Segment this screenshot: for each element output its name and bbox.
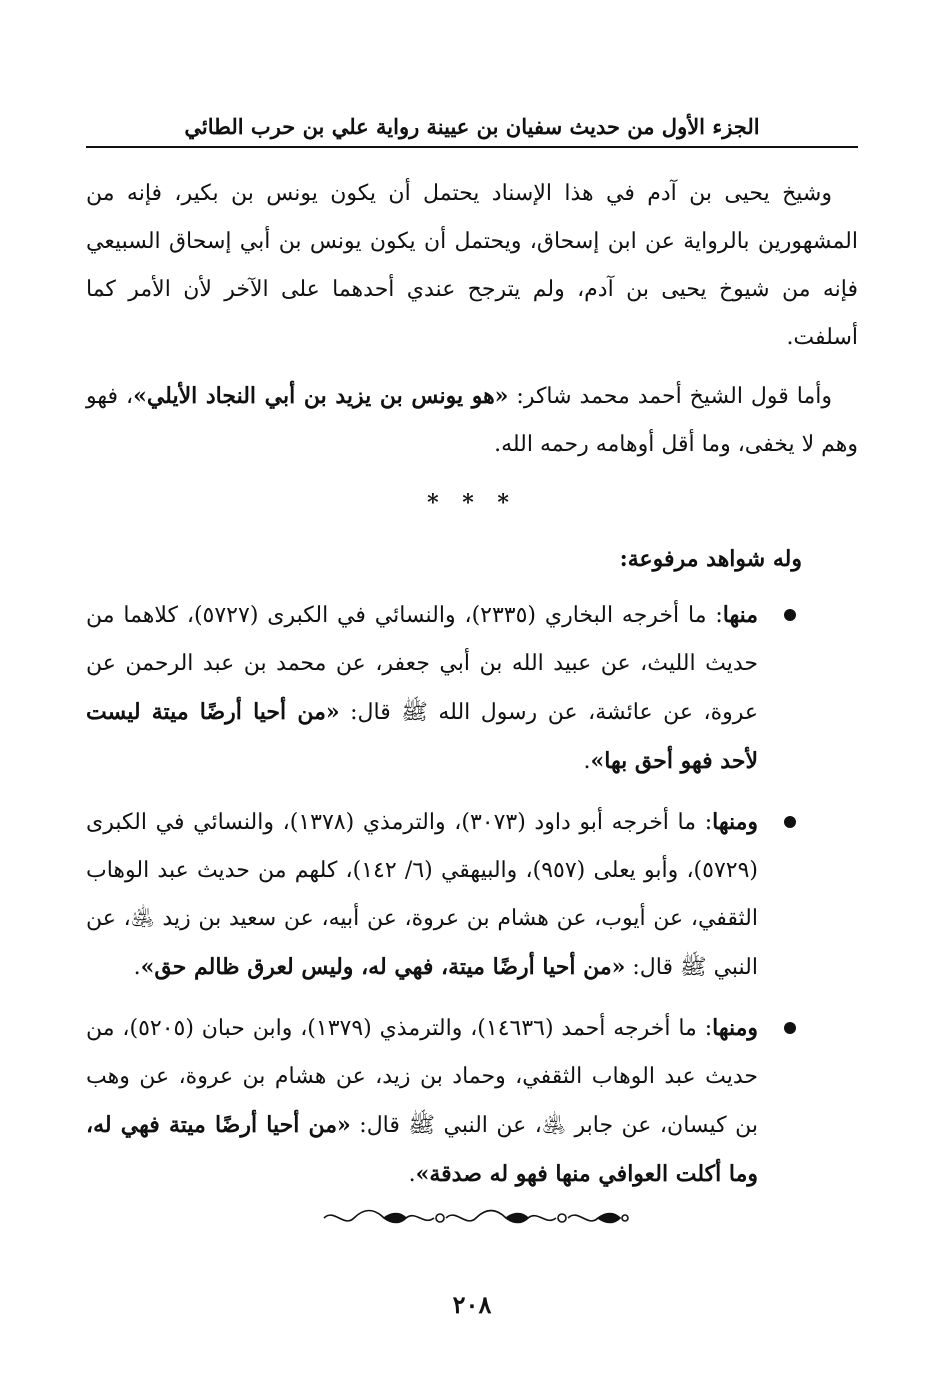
page-body [86, 170, 858, 1211]
item-end: . [583, 749, 591, 774]
item-end: . [133, 955, 141, 980]
item-text: : ما أخرجه البخاري (٢٣٣٥)، والنسائي في الكبرى (٥٧٢٧)، كلاهما من حديث الليث، عن عبيد الله بن أبي جعفر، عن محمد بن عبد الرحمن عن عروة، عن عائشة، عن رسول الله ﷺ قال: [86, 603, 758, 725]
section-heading: وله شواهد مرفوعة: [619, 546, 802, 572]
item-label: منها [722, 602, 759, 628]
bullet-icon [784, 1022, 796, 1034]
paragraph-1-text: وشيخ يحيى بن آدم في هذا الإسناد يحتمل أن يكون يونس بن بكير، فإنه من المشهورين بالرواية عن ابن إسحاق، ويحتمل أن يكون يونس بن أبي إسحاق السبيعي فإنه من شيوخ يحيى بن آدم، ولم يترجح عندي أحدهما على الآخر لأن الأمر كما أسلفت. [86, 181, 858, 350]
item-quote: «من أحيا أرضًا ميتة، فهي له، وليس لعرق ظالم حق» [140, 954, 626, 980]
item-label: ومنها [712, 1015, 758, 1041]
running-header: الجزء الأول من حديث سفيان بن عيينة رواية علي بن حرب الطائي [184, 114, 760, 139]
list-item [86, 591, 858, 786]
item-text: : ما أخرجه أبو داود (٣٠٧٣)، والترمذي (١٣٧٨)، والنسائي في الكبرى (٥٧٢٩)، وأبو يعلى (٩٥٧)، والبيهقي (٦/ ١٤٢)، كلهم من حديث عبد الوهاب الثقفي، عن أيوب، عن هشام بن عروة، عن أبيه، عن سعيد بن زيد ﵁، عن النبي ﷺ قال: [86, 810, 759, 980]
item-text: : ما أخرجه أحمد (١٤٦٣٦)، والترمذي (١٣٧٩)، وابن حبان (٥٢٠٥)، من حديث عبد الوهاب الثقفي، وحماد بن زيد، عن هشام بن عروة، عن وهب بن كيسان، عن جابر ﵁، عن النبي ﷺ قال: [86, 1016, 759, 1138]
header-rule [86, 146, 858, 148]
item-quote: «من أحيا أرضًا ميتة فهي له، وما أكلت العوافي منها فهو له صدقة» [86, 1112, 758, 1187]
page-number: ٢٠٨ [452, 1290, 492, 1319]
item-end: . [408, 1162, 416, 1187]
item-label: ومنها [712, 809, 758, 835]
paragraph-2-quote: «هو يونس بن يزيد بن أبي النجاد الأيلي» [133, 383, 509, 409]
bullet-icon [784, 816, 796, 828]
section-separator: * * * [427, 490, 517, 516]
item-quote: «من أحيا أرضًا ميتة ليست لأحد فهو أحق بها» [86, 699, 758, 774]
floral-divider-icon [320, 1204, 630, 1232]
paragraph-1 [86, 170, 858, 362]
paragraph-2 [86, 372, 858, 469]
paragraph-2-tail: ، فهو وهم لا يخفى، وما أقل أوهامه رحمه الله. [86, 384, 858, 457]
list-item [86, 1004, 858, 1199]
bullet-icon [784, 609, 796, 621]
paragraph-2-lead: وأما قول الشيخ أحمد محمد شاكر: [508, 384, 832, 409]
list-item [86, 798, 858, 992]
